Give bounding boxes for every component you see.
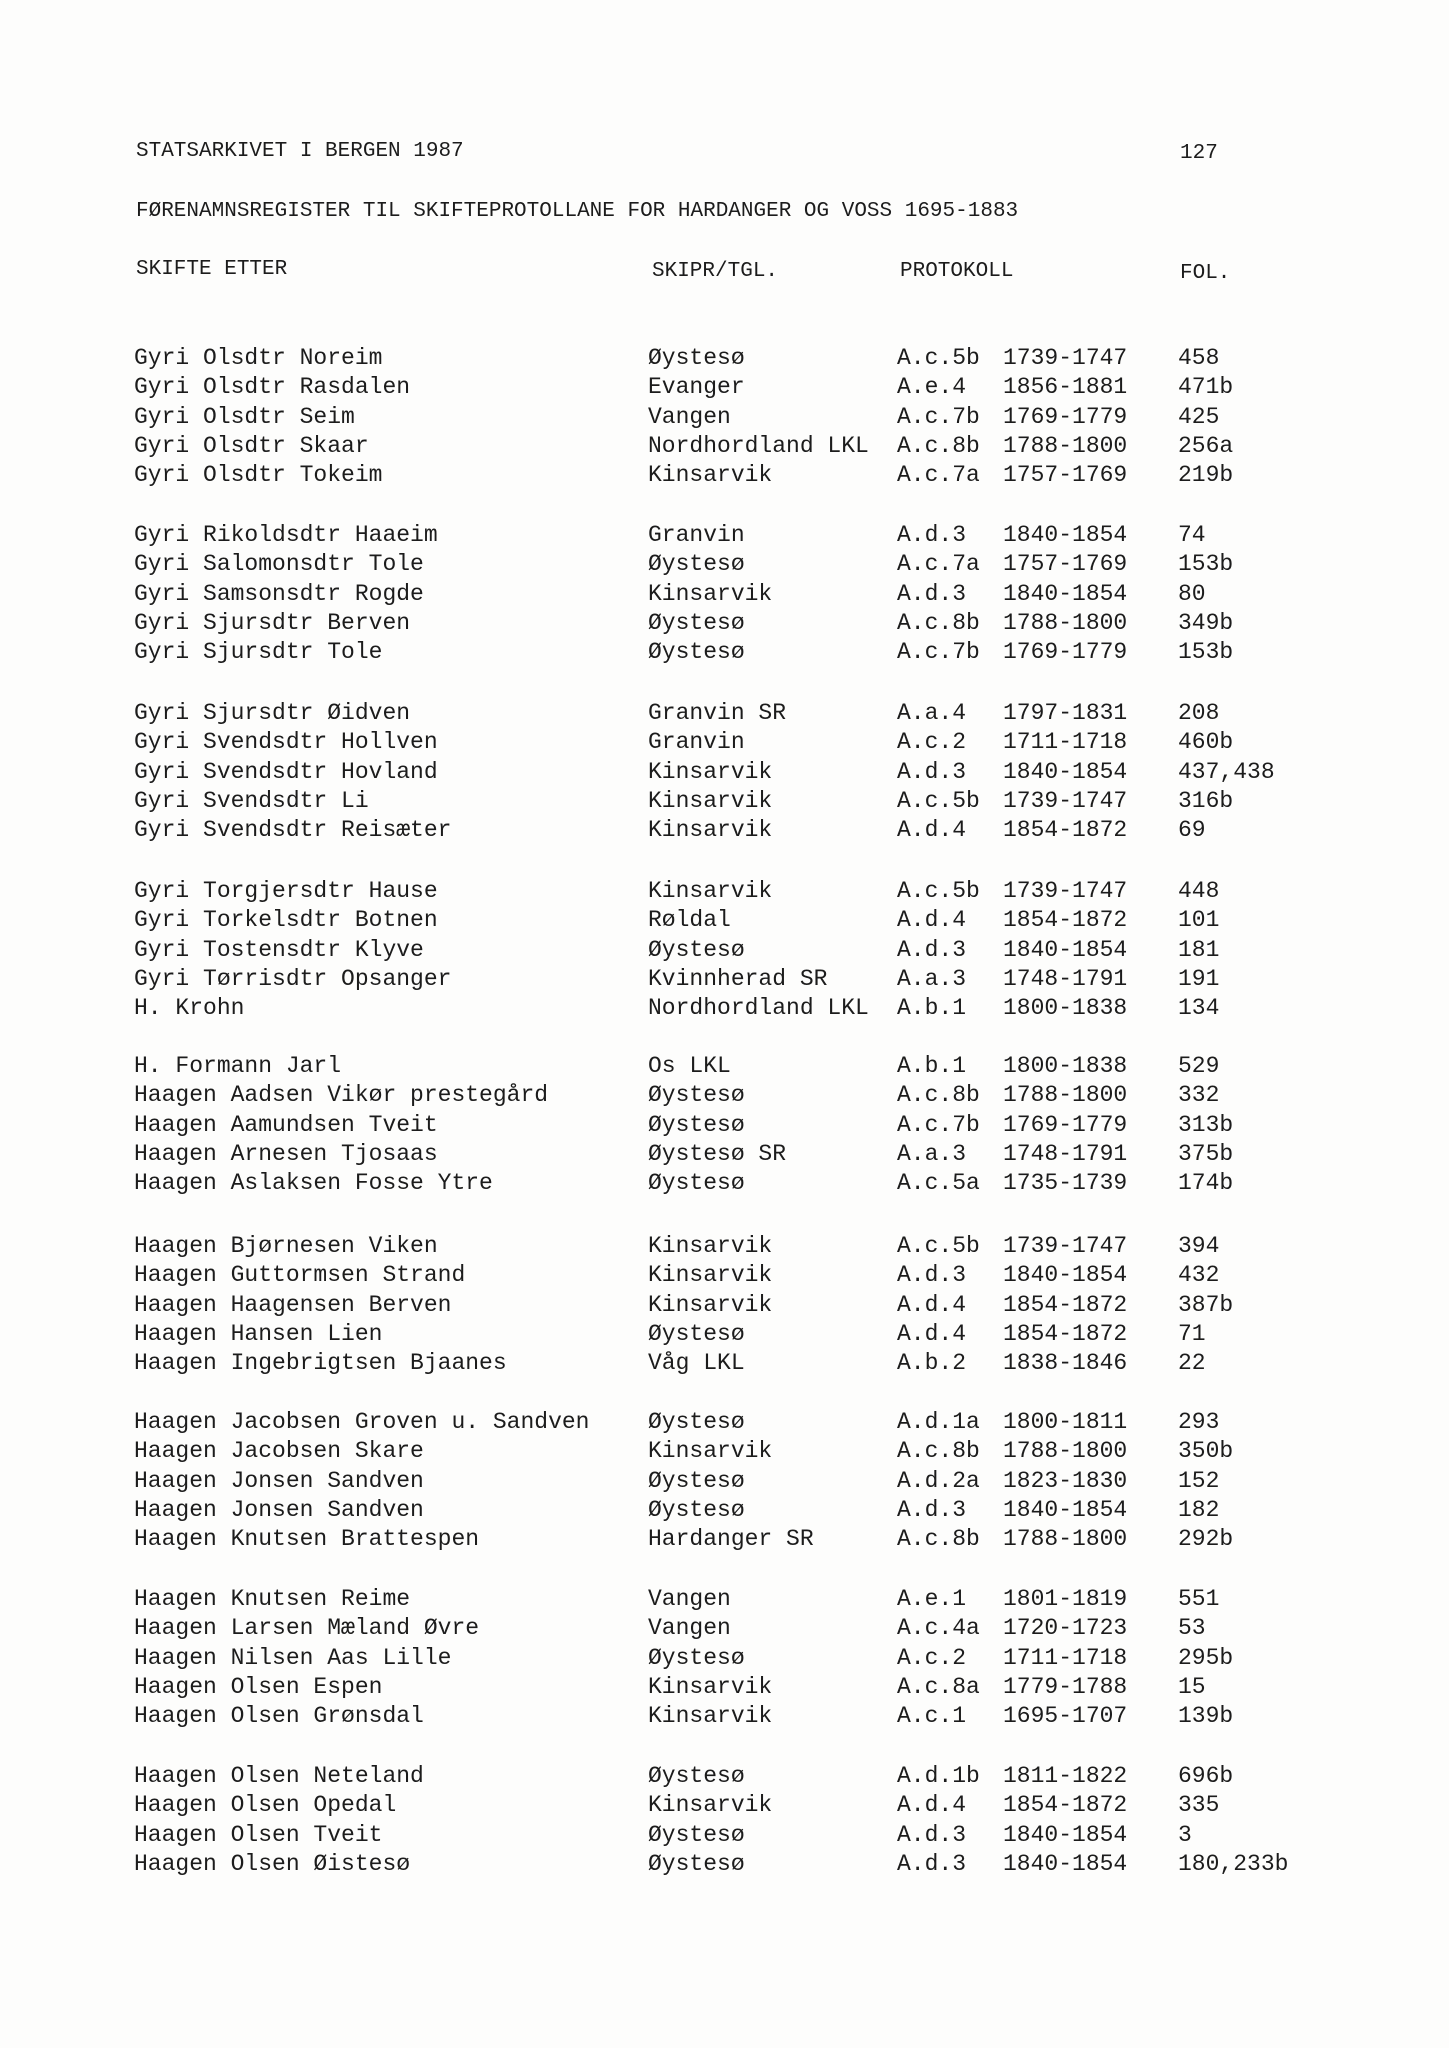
protocol-ref: A.d.2a: [897, 1467, 980, 1494]
protocol-ref: A.c.7b: [897, 1111, 980, 1138]
register-row: [0, 1763, 1449, 1792]
folio-number: 191: [1178, 965, 1220, 992]
register-row: [0, 1586, 1449, 1615]
court-district: Hardanger SR: [648, 1526, 814, 1553]
court-district: Kinsarvik: [648, 758, 773, 785]
register-row: [0, 1438, 1449, 1467]
deceased-name: Gyri Svendsdtr Hovland: [134, 758, 438, 785]
protocol-ref: A.e.1: [897, 1586, 967, 1612]
folio-number: 181: [1178, 936, 1220, 963]
column-header-court: SKIPR/TGL.: [652, 260, 779, 283]
protocol-ref: A.e.4: [897, 374, 967, 401]
court-district: Øystesø: [648, 1170, 745, 1197]
deceased-name: Haagen Olsen Opedal: [134, 1792, 397, 1819]
deceased-name: Haagen Hansen Lien: [134, 1320, 383, 1347]
protocol-years: 1739-1747: [1003, 345, 1128, 371]
register-row: [0, 1792, 1449, 1821]
deceased-name: Haagen Olsen Tveit: [134, 1821, 383, 1848]
page-number: 127: [1180, 142, 1218, 165]
protocol-years: 1838-1846: [1003, 1350, 1128, 1377]
deceased-name: Haagen Olsen Grønsdal: [134, 1703, 424, 1730]
protocol-ref: A.c.8b: [897, 1082, 980, 1109]
folio-number: 101: [1178, 907, 1220, 934]
protocol-ref: A.c.8a: [897, 1673, 980, 1700]
deceased-name: Haagen Knutsen Reime: [134, 1586, 411, 1612]
court-district: Kinsarvik: [648, 1438, 773, 1465]
court-district: Granvin: [648, 522, 745, 548]
protocol-ref: A.b.1: [897, 995, 967, 1022]
court-district: Granvin SR: [648, 700, 787, 726]
protocol-ref: A.b.2: [897, 1350, 967, 1377]
folio-number: 460b: [1178, 729, 1234, 756]
court-district: Nordhordland LKL: [648, 432, 869, 459]
protocol-years: 1769-1779: [1003, 403, 1128, 430]
court-district: Vangen: [648, 1586, 731, 1612]
protocol-ref: A.d.4: [897, 907, 967, 934]
court-district: Kinsarvik: [648, 817, 773, 844]
register-title: FØRENAMNSREGISTER TIL SKIFTEPROTOLLANE FOR HARDANGER OG VOSS 1695-1883: [136, 200, 1019, 223]
folio-number: 153b: [1178, 639, 1234, 666]
deceased-name: Gyri Sjursdtr Berven: [134, 609, 411, 636]
protocol-ref: A.c.2: [897, 1644, 967, 1671]
protocol-ref: A.d.3: [897, 522, 967, 548]
protocol-ref: A.c.5b: [897, 345, 980, 371]
court-district: Øystesø: [648, 345, 745, 371]
register-row: [0, 817, 1449, 846]
protocol-years: 1757-1769: [1003, 551, 1128, 578]
protocol-ref: A.a.4: [897, 700, 967, 726]
folio-number: 387b: [1178, 1291, 1234, 1318]
folio-number: 696b: [1178, 1763, 1234, 1789]
register-row: [0, 1262, 1449, 1291]
folio-number: 152: [1178, 1467, 1220, 1494]
deceased-name: Gyri Olsdtr Tokeim: [134, 462, 383, 489]
register-row: [0, 1497, 1449, 1526]
protocol-years: 1854-1872: [1003, 817, 1128, 844]
deceased-name: Gyri Olsdtr Seim: [134, 403, 355, 430]
deceased-name: Gyri Rikoldsdtr Haaeim: [134, 522, 438, 548]
folio-number: 134: [1178, 995, 1220, 1022]
deceased-name: Gyri Olsdtr Rasdalen: [134, 374, 411, 401]
deceased-name: H. Formann Jarl: [134, 1053, 342, 1079]
court-district: Os LKL: [648, 1053, 731, 1079]
register-row: [0, 1321, 1449, 1350]
deceased-name: Haagen Aslaksen Fosse Ytre: [134, 1170, 493, 1197]
protocol-years: 1854-1872: [1003, 907, 1128, 934]
register-row: [0, 1292, 1449, 1321]
folio-number: 53: [1178, 1615, 1206, 1642]
deceased-name: Haagen Olsen Neteland: [134, 1763, 424, 1789]
protocol-years: 1823-1830: [1003, 1467, 1128, 1494]
register-row: [0, 581, 1449, 610]
folio-number: 437,438: [1178, 758, 1275, 785]
protocol-ref: A.c.5b: [897, 1233, 980, 1259]
folio-number: 292b: [1178, 1526, 1234, 1553]
folio-number: 22: [1178, 1350, 1206, 1377]
register-row: [0, 1082, 1449, 1111]
register-row: [0, 907, 1449, 936]
protocol-ref: A.d.1b: [897, 1763, 980, 1789]
court-district: Kvinnherad SR: [648, 965, 828, 992]
register-row: [0, 1170, 1449, 1199]
protocol-years: 1840-1854: [1003, 1850, 1128, 1877]
protocol-years: 1800-1811: [1003, 1409, 1128, 1435]
deceased-name: Gyri Svendsdtr Hollven: [134, 729, 438, 756]
register-row: [0, 404, 1449, 433]
protocol-years: 1720-1723: [1003, 1615, 1128, 1642]
column-header-folio: FOL.: [1180, 262, 1231, 285]
folio-number: 529: [1178, 1053, 1220, 1079]
folio-number: 174b: [1178, 1170, 1234, 1197]
protocol-years: 1788-1800: [1003, 609, 1128, 636]
folio-number: 425: [1178, 403, 1220, 430]
court-district: Kinsarvik: [648, 1291, 773, 1318]
protocol-years: 1840-1854: [1003, 936, 1128, 963]
folio-number: 71: [1178, 1320, 1206, 1347]
folio-number: 3: [1178, 1821, 1192, 1848]
folio-number: 208: [1178, 700, 1220, 726]
court-district: Øystesø: [648, 1082, 745, 1109]
folio-number: 448: [1178, 878, 1220, 904]
deceased-name: Gyri Olsdtr Noreim: [134, 345, 383, 371]
register-row: [0, 1350, 1449, 1379]
court-district: Øystesø: [648, 639, 745, 666]
register-row: [0, 345, 1449, 374]
protocol-years: 1854-1872: [1003, 1320, 1128, 1347]
register-row: [0, 1409, 1449, 1438]
archive-header: STATSARKIVET I BERGEN 1987: [136, 140, 464, 163]
deceased-name: Haagen Haagensen Berven: [134, 1291, 452, 1318]
folio-number: 458: [1178, 345, 1220, 371]
protocol-ref: A.c.5b: [897, 878, 980, 904]
protocol-ref: A.c.1: [897, 1703, 967, 1730]
court-district: Øystesø: [648, 609, 745, 636]
court-district: Øystesø: [648, 936, 745, 963]
deceased-name: H. Krohn: [134, 995, 245, 1022]
deceased-name: Haagen Bjørnesen Viken: [134, 1233, 438, 1259]
protocol-years: 1801-1819: [1003, 1586, 1128, 1612]
deceased-name: Gyri Sjursdtr Tole: [134, 639, 383, 666]
register-row: [0, 1851, 1449, 1880]
deceased-name: Haagen Olsen Espen: [134, 1673, 383, 1700]
register-row: [0, 1674, 1449, 1703]
protocol-years: 1779-1788: [1003, 1673, 1128, 1700]
protocol-years: 1748-1791: [1003, 1140, 1128, 1167]
protocol-ref: A.d.3: [897, 580, 967, 607]
court-district: Vangen: [648, 403, 731, 430]
court-district: Øystesø: [648, 1409, 745, 1435]
folio-number: 432: [1178, 1262, 1220, 1289]
protocol-years: 1856-1881: [1003, 374, 1128, 401]
folio-number: 256a: [1178, 432, 1234, 459]
register-row: [0, 1053, 1449, 1082]
folio-number: 74: [1178, 522, 1206, 548]
deceased-name: Gyri Torgjersdtr Hause: [134, 878, 438, 904]
protocol-ref: A.d.4: [897, 1291, 967, 1318]
protocol-ref: A.d.3: [897, 1821, 967, 1848]
folio-number: 471b: [1178, 374, 1234, 401]
protocol-years: 1748-1791: [1003, 965, 1128, 992]
protocol-ref: A.c.8b: [897, 1438, 980, 1465]
deceased-name: Haagen Arnesen Tjosaas: [134, 1140, 438, 1167]
protocol-years: 1788-1800: [1003, 432, 1128, 459]
court-district: Kinsarvik: [648, 787, 773, 814]
folio-number: 180,233b: [1178, 1850, 1289, 1877]
court-district: Kinsarvik: [648, 1673, 773, 1700]
protocol-years: 1840-1854: [1003, 1496, 1128, 1523]
folio-number: 375b: [1178, 1140, 1234, 1167]
protocol-years: 1800-1838: [1003, 995, 1128, 1022]
protocol-ref: A.d.3: [897, 936, 967, 963]
protocol-years: 1797-1831: [1003, 700, 1128, 726]
folio-number: 139b: [1178, 1703, 1234, 1730]
protocol-ref: A.c.7a: [897, 462, 980, 489]
protocol-years: 1811-1822: [1003, 1763, 1128, 1789]
protocol-years: 1711-1718: [1003, 1644, 1128, 1671]
protocol-ref: A.c.7a: [897, 551, 980, 578]
court-district: Evanger: [648, 374, 745, 401]
folio-number: 316b: [1178, 787, 1234, 814]
protocol-years: 1854-1872: [1003, 1792, 1128, 1819]
folio-number: 551: [1178, 1586, 1220, 1612]
folio-number: 219b: [1178, 462, 1234, 489]
court-district: Øystesø: [648, 1821, 745, 1848]
protocol-ref: A.c.5a: [897, 1170, 980, 1197]
protocol-ref: A.d.3: [897, 758, 967, 785]
court-district: Øystesø: [648, 551, 745, 578]
protocol-ref: A.c.7b: [897, 639, 980, 666]
folio-number: 295b: [1178, 1644, 1234, 1671]
register-row: [0, 1526, 1449, 1555]
deceased-name: Haagen Jacobsen Groven u. Sandven: [134, 1409, 590, 1435]
register-row: [0, 610, 1449, 639]
folio-number: 350b: [1178, 1438, 1234, 1465]
register-row: [0, 462, 1449, 491]
court-district: Øystesø: [648, 1763, 745, 1789]
register-row: [0, 374, 1449, 403]
protocol-years: 1739-1747: [1003, 1233, 1128, 1259]
folio-number: 15: [1178, 1673, 1206, 1700]
court-district: Kinsarvik: [648, 878, 773, 904]
deceased-name: Haagen Ingebrigtsen Bjaanes: [134, 1350, 507, 1377]
protocol-ref: A.d.1a: [897, 1409, 980, 1435]
register-row: [0, 1645, 1449, 1674]
protocol-years: 1854-1872: [1003, 1291, 1128, 1318]
protocol-ref: A.d.4: [897, 1792, 967, 1819]
register-row: [0, 1141, 1449, 1170]
court-district: Øystesø SR: [648, 1140, 787, 1167]
protocol-years: 1840-1854: [1003, 1262, 1128, 1289]
folio-number: 80: [1178, 580, 1206, 607]
protocol-years: 1840-1854: [1003, 1821, 1128, 1848]
register-row: [0, 700, 1449, 729]
folio-number: 182: [1178, 1496, 1220, 1523]
protocol-years: 1800-1838: [1003, 1053, 1128, 1079]
protocol-years: 1840-1854: [1003, 580, 1128, 607]
court-district: Øystesø: [648, 1467, 745, 1494]
deceased-name: Haagen Aadsen Vikør prestegård: [134, 1082, 549, 1109]
deceased-name: Gyri Sjursdtr Øidven: [134, 700, 411, 726]
protocol-ref: A.d.3: [897, 1850, 967, 1877]
register-row: [0, 1703, 1449, 1732]
folio-number: 335: [1178, 1792, 1220, 1819]
register-row: [0, 1112, 1449, 1141]
protocol-ref: A.c.5b: [897, 787, 980, 814]
deceased-name: Gyri Salomonsdtr Tole: [134, 551, 424, 578]
court-district: Kinsarvik: [648, 1703, 773, 1730]
deceased-name: Gyri Samsonsdtr Rogde: [134, 580, 424, 607]
folio-number: 394: [1178, 1233, 1220, 1259]
protocol-years: 1711-1718: [1003, 729, 1128, 756]
folio-number: 349b: [1178, 609, 1234, 636]
court-district: Kinsarvik: [648, 1262, 773, 1289]
folio-number: 332: [1178, 1082, 1220, 1109]
folio-number: 293: [1178, 1409, 1220, 1435]
deceased-name: Haagen Larsen Mæland Øvre: [134, 1615, 480, 1642]
court-district: Kinsarvik: [648, 580, 773, 607]
court-district: Kinsarvik: [648, 1233, 773, 1259]
register-row: [0, 937, 1449, 966]
court-district: Kinsarvik: [648, 1792, 773, 1819]
court-district: Øystesø: [648, 1644, 745, 1671]
court-district: Øystesø: [648, 1111, 745, 1138]
register-row: [0, 1822, 1449, 1851]
folio-number: 313b: [1178, 1111, 1234, 1138]
deceased-name: Haagen Jonsen Sandven: [134, 1496, 424, 1523]
court-district: Nordhordland LKL: [648, 995, 869, 1022]
protocol-ref: A.c.7b: [897, 403, 980, 430]
register-row: [0, 551, 1449, 580]
protocol-years: 1757-1769: [1003, 462, 1128, 489]
court-district: Røldal: [648, 907, 731, 934]
deceased-name: Gyri Tostensdtr Klyve: [134, 936, 424, 963]
protocol-years: 1735-1739: [1003, 1170, 1128, 1197]
protocol-years: 1788-1800: [1003, 1526, 1128, 1553]
protocol-ref: A.d.4: [897, 817, 967, 844]
register-row: [0, 1233, 1449, 1262]
court-district: Øystesø: [648, 1496, 745, 1523]
protocol-ref: A.a.3: [897, 965, 967, 992]
court-district: Øystesø: [648, 1850, 745, 1877]
protocol-years: 1769-1779: [1003, 1111, 1128, 1138]
register-row: [0, 433, 1449, 462]
register-row: [0, 788, 1449, 817]
court-district: Kinsarvik: [648, 462, 773, 489]
protocol-ref: A.c.8b: [897, 432, 980, 459]
column-header-name: SKIFTE ETTER: [136, 258, 288, 281]
protocol-ref: A.b.1: [897, 1053, 967, 1079]
register-row: [0, 1468, 1449, 1497]
protocol-years: 1695-1707: [1003, 1703, 1128, 1730]
protocol-ref: A.c.4a: [897, 1615, 980, 1642]
register-row: [0, 995, 1449, 1024]
deceased-name: Haagen Aamundsen Tveit: [134, 1111, 438, 1138]
protocol-ref: A.c.8b: [897, 609, 980, 636]
deceased-name: Gyri Tørrisdtr Opsanger: [134, 965, 452, 992]
protocol-years: 1788-1800: [1003, 1082, 1128, 1109]
protocol-ref: A.c.2: [897, 729, 967, 756]
deceased-name: Gyri Torkelsdtr Botnen: [134, 907, 438, 934]
folio-number: 153b: [1178, 551, 1234, 578]
deceased-name: Haagen Jacobsen Skare: [134, 1438, 424, 1465]
court-district: Vangen: [648, 1615, 731, 1642]
protocol-years: 1788-1800: [1003, 1438, 1128, 1465]
protocol-ref: A.c.8b: [897, 1526, 980, 1553]
protocol-years: 1739-1747: [1003, 787, 1128, 814]
folio-number: 69: [1178, 817, 1206, 844]
register-row: [0, 729, 1449, 758]
register-row: [0, 759, 1449, 788]
deceased-name: Gyri Svendsdtr Reisæter: [134, 817, 452, 844]
protocol-ref: A.d.3: [897, 1496, 967, 1523]
protocol-years: 1769-1779: [1003, 639, 1128, 666]
deceased-name: Haagen Guttormsen Strand: [134, 1262, 466, 1289]
court-district: Øystesø: [648, 1320, 745, 1347]
protocol-ref: A.d.4: [897, 1320, 967, 1347]
deceased-name: Haagen Knutsen Brattespen: [134, 1526, 480, 1553]
protocol-ref: A.d.3: [897, 1262, 967, 1289]
court-district: Våg LKL: [648, 1350, 745, 1377]
register-row: [0, 639, 1449, 668]
protocol-years: 1840-1854: [1003, 758, 1128, 785]
column-header-protocol: PROTOKOLL: [900, 260, 1014, 283]
register-row: [0, 522, 1449, 551]
register-row: [0, 1615, 1449, 1644]
deceased-name: Gyri Olsdtr Skaar: [134, 432, 369, 459]
protocol-years: 1739-1747: [1003, 878, 1128, 904]
protocol-ref: A.a.3: [897, 1140, 967, 1167]
deceased-name: Haagen Olsen Øistesø: [134, 1850, 411, 1877]
register-row: [0, 878, 1449, 907]
deceased-name: Haagen Nilsen Aas Lille: [134, 1644, 452, 1671]
court-district: Granvin: [648, 729, 745, 756]
deceased-name: Haagen Jonsen Sandven: [134, 1467, 424, 1494]
deceased-name: Gyri Svendsdtr Li: [134, 787, 369, 814]
protocol-years: 1840-1854: [1003, 522, 1128, 548]
register-row: [0, 966, 1449, 995]
